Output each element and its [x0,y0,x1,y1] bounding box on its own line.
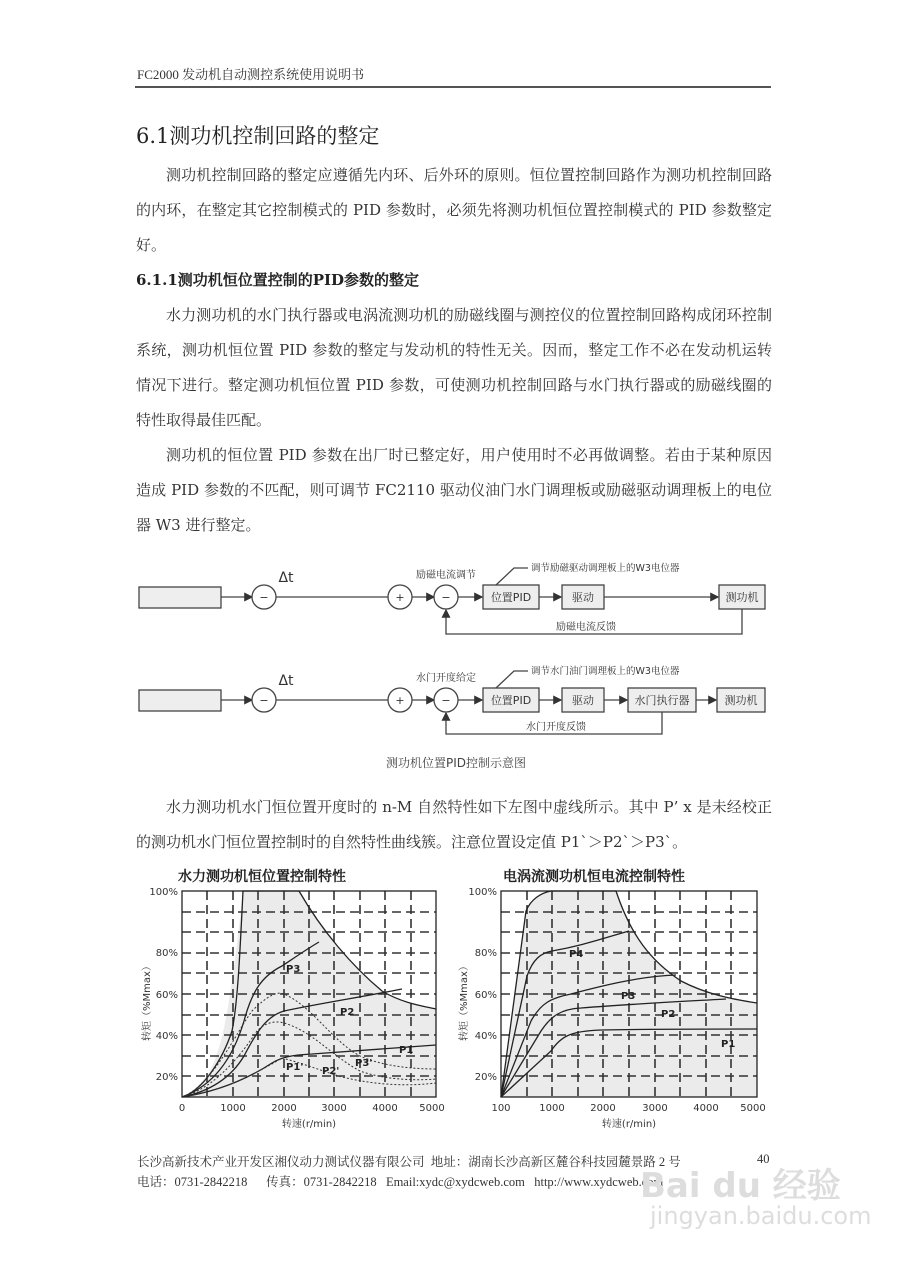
minus-sign: − [441,591,451,604]
loop1-note: 调节励磁驱动调理板上的W3电位器 [531,563,680,574]
paragraph-4: 水力测功机水门恒位置开度时的 n-M 自然特性如下左图中虚线所示。其中 P’ x 是未经校正的测功机水门恒位置控制时的自然特性曲线簇。注意位置设定值 P1`＞P2`＞P3`。 [136,798,772,851]
y-axis-label: 转矩（%Mmax） [142,961,153,1041]
diagram-svg [136,560,776,760]
footer-contact: 电话：0731-2842218 传真：0731-2842218 Email:xydc@xydcweb.com http://www.xydcweb.com [137,1175,664,1189]
diagram-caption: 测功机位置PID控制示意图 [385,756,527,770]
block-dynamometer: 测功机 [724,694,758,707]
label-p2: P2 [340,1007,355,1018]
pid-control-diagram [136,560,776,770]
loop1-feedback: 励磁电流反馈 [556,622,616,633]
minus-sign: − [441,694,451,707]
footer-company-address: 长沙高新技术产业开发区湘仪动力测试仪器有限公司 地址：湖南长沙高新区麓谷科技园麓景路 2 号 [137,1155,681,1169]
label-p3: P3 [621,991,636,1002]
x-tick: 1000 [539,1103,565,1114]
running-header: FC2000 发动机自动测控系统使用说明书 [137,67,365,82]
x-tick: 2000 [271,1103,297,1114]
y-tick: 60% [155,990,178,1001]
loop1-setpoint: 励磁电流调节 [416,570,476,581]
page-number: 40 [757,1152,770,1166]
block-drive: 驱动 [572,591,594,604]
label-p3: P3 [286,964,301,975]
loop2-feedback: 水门开度反馈 [526,722,586,733]
y-tick: 60% [474,990,497,1001]
chart-right [455,885,775,1130]
paragraph-2: 水力测功机的水门执行器或电涡流测功机的励磁线圈与测控仪的位置控制回路构成闭环控制系统，测功机恒位置 PID 参数的整定与发动机的特性无关。因而，整定工作不必在发动机运转情况下进行。整定测功机恒位置 PID 参数，可使测功机控制回路与水门执行器或的励磁线圈的特性取得最佳匹配。 [136,306,772,429]
y-tick: 80% [155,948,178,959]
label-p1: P1 [721,1039,736,1050]
label-p1-prime: P1' [286,1062,304,1073]
label-p4: P4 [569,949,584,960]
block-dynamometer: 测功机 [725,591,759,604]
label-p1: P1 [399,1045,414,1056]
header-rule [135,86,771,88]
delta-t-label: Δt [278,673,294,689]
minus-sign: − [259,694,269,707]
baidu-watermark-url: jingyan.baidu.com [650,1202,872,1230]
baidu-watermark-logo: Bai du 经验 [640,1166,841,1206]
paragraph-3: 测功机的恒位置 PID 参数在出厂时已整定好，用户使用时不必再做调整。若由于某种原因造成 PID 参数的不匹配，则可调节 FC2110 驱动仪油门水门调理板或励磁驱动调理板上的电位器 W3 进行整定。 [136,446,772,534]
block-position-pid: 位置PID [490,591,532,604]
label-p3-prime: P3' [355,1058,373,1069]
block-water-valve-actuator: 水门执行器 [634,694,690,707]
paragraph-1: 测功机控制回路的整定应遵循先内环、后外环的原则。恒位置控制回路作为测功机控制回路的内环，在整定其它控制模式的 PID 参数时，必须先将测功机恒位置控制模式的 PID 参数整定好。 [136,166,772,254]
chart-left-title: 水力测功机恒位置控制特性 [178,869,346,885]
y-tick: 80% [474,948,497,959]
x-tick: 5000 [419,1103,445,1114]
x-tick: 2000 [590,1103,616,1114]
y-tick: 20% [474,1072,497,1083]
y-axis-label: 转矩（%Mmax） [459,961,470,1041]
minus-sign: − [259,591,269,604]
loop2-setpoint: 水门开度给定 [416,673,476,684]
x-tick: 3000 [321,1103,347,1114]
y-tick: 100% [468,887,497,898]
y-tick: 40% [155,1031,178,1042]
label-p2: P2 [661,1009,676,1020]
label-p2-prime: P2' [322,1066,340,1077]
block-position-pid: 位置PID [490,694,532,707]
x-tick: 4000 [693,1103,719,1114]
y-tick: 40% [474,1031,497,1042]
x-tick: 4000 [372,1103,398,1114]
plus-sign: + [395,591,405,604]
x-tick: 3000 [642,1103,668,1114]
plus-sign: + [395,694,405,707]
x-axis-label: 转速(r/min) [601,1119,657,1130]
block-drive: 驱动 [572,694,594,707]
chart-right-title: 电涡流测功机恒电流控制特性 [503,869,685,885]
section-title: 6.1测功机控制回路的整定 [136,124,380,148]
x-tick: 100 [491,1103,511,1114]
delta-t-label: Δt [278,570,294,586]
y-tick: 100% [149,887,178,898]
x-tick: 0 [178,1103,186,1114]
chart-left [140,885,450,1130]
subsection-title: 6.1.1测功机恒位置控制的PID参数的整定 [136,271,420,289]
x-tick: 5000 [740,1103,766,1114]
x-axis-label: 转速(r/min) [281,1119,337,1130]
x-tick: 1000 [220,1103,246,1114]
y-tick: 20% [155,1072,178,1083]
loop2-note: 调节水门油门调理板上的W3电位器 [531,666,680,677]
